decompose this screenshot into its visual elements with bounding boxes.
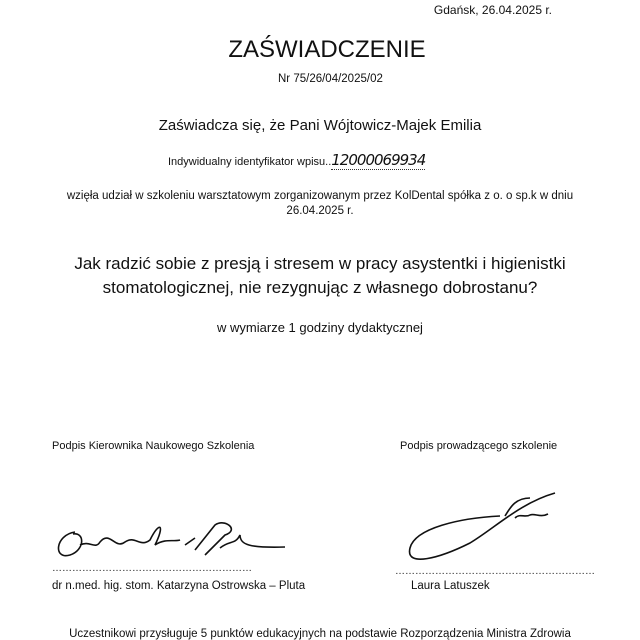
signature-line-left: …………………………………………………… bbox=[52, 563, 252, 574]
sig-left-label: Podpis Kierownika Naukowego Szkolenia bbox=[52, 440, 255, 452]
course-title-line2: stomatologicznej, nie rezygnując z własnego dobrostanu? bbox=[102, 278, 538, 297]
identifier-value: 12000069934 bbox=[331, 151, 426, 169]
intro-text: Zaświadcza się, że Pani Wójtowicz-Majek Emilia bbox=[158, 117, 482, 134]
signature-left bbox=[55, 520, 305, 565]
duration: w wymiarze 1 godziny dydaktycznej bbox=[217, 320, 423, 335]
identifier-line: Indywidualny identyfikator wpisu..12000069934 bbox=[168, 151, 426, 169]
footer-text: Uczestnikowi przysługuje 5 punktów edukacyjnych na podstawie Rozporządzenia Ministra Zdrowia bbox=[69, 628, 571, 640]
sig-right-label: Podpis prowadzącego szkolenie bbox=[400, 440, 558, 452]
certificate-number: Nr 75/26/04/2025/02 bbox=[278, 73, 383, 85]
course-title-line1: Jak radzić sobie z presją i stresem w pracy asystentki i higienistki bbox=[74, 254, 566, 273]
document-title: ZAŚWIADCZENIE bbox=[228, 36, 426, 63]
place-date: Gdańsk, 26.04.2025 r. bbox=[433, 3, 552, 17]
sig-left-name: dr n.med. hig. stom. Katarzyna Ostrowska – Pluta bbox=[52, 580, 306, 592]
identifier-label: Indywidualny identyfikator wpisu bbox=[168, 156, 326, 168]
participation-date: 26.04.2025 r. bbox=[286, 205, 354, 217]
participation-text: wzięła udział w szkoleniu warsztatowym zorganizowanym przez KolDental spółka z o. o sp.k w dniu bbox=[66, 190, 574, 202]
signature-line-right: …………………………………………………… bbox=[395, 566, 595, 577]
signature-right bbox=[400, 488, 560, 568]
sig-right-name: Laura Latuszek bbox=[411, 580, 490, 592]
